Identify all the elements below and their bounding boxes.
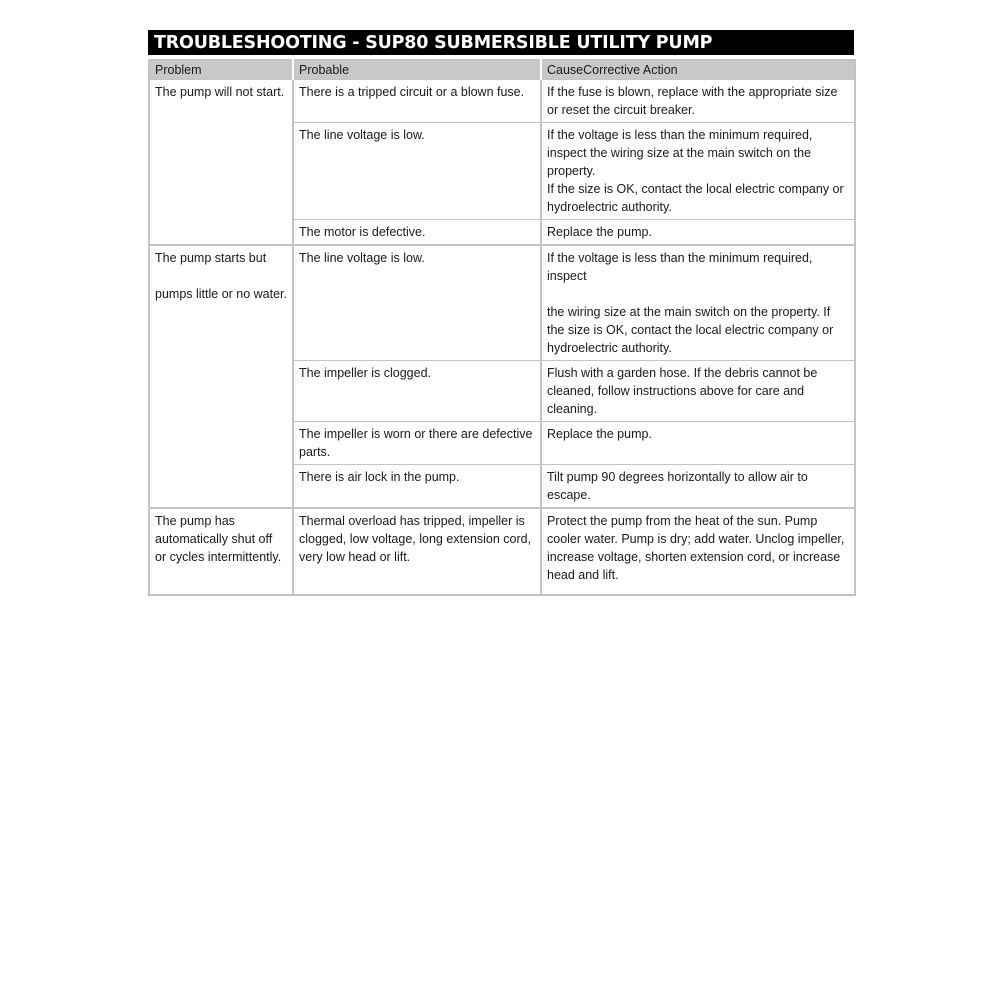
troubleshooting-table	[148, 59, 856, 596]
cause-cell: Thermal overload has tripped, impeller is clogged, low voltage, long extension cord, very low head or lift.	[293, 508, 541, 595]
cause-cell: The motor is defective.	[293, 220, 541, 246]
table-row	[149, 508, 855, 595]
cause-cell: The line voltage is low.	[293, 245, 541, 361]
cause-cell: The line voltage is low.	[293, 123, 541, 220]
table-row	[149, 80, 855, 123]
table-row	[149, 245, 855, 361]
action-cell: Tilt pump 90 degrees horizontally to allow air to escape.	[541, 465, 855, 509]
action-cell: Replace the pump.	[541, 422, 855, 465]
page-title: TROUBLESHOOTING - SUP80 SUBMERSIBLE UTILITY PUMP	[148, 30, 854, 55]
action-cell: Replace the pump.	[541, 220, 855, 246]
action-cell: Protect the pump from the heat of the sun. Pump cooler water. Pump is dry; add water. Unclog impeller, increase voltage, shorten extension cord, or increase head and lift.	[541, 508, 855, 595]
table-header-row	[149, 60, 855, 80]
column-header-problem: Problem	[149, 60, 293, 80]
troubleshooting-sheet	[148, 30, 854, 596]
cause-cell: The impeller is worn or there are defective parts.	[293, 422, 541, 465]
action-cell: If the voltage is less than the minimum required, inspect the wiring size at the main switch on the property. If the size is OK, contact the local electric company or hydroelectric authority.	[541, 123, 855, 220]
cause-cell: The impeller is clogged.	[293, 361, 541, 422]
column-header-action: CauseCorrective Action	[541, 60, 855, 80]
problem-cell: The pump will not start.	[149, 80, 293, 246]
action-cell: If the fuse is blown, replace with the appropriate size or reset the circuit breaker.	[541, 80, 855, 123]
action-cell: If the voltage is less than the minimum required, inspect the wiring size at the main switch on the property. If the size is OK, contact the local electric company or hydroelectric authority.	[541, 245, 855, 361]
action-cell: Flush with a garden hose. If the debris cannot be cleaned, follow instructions above for care and cleaning.	[541, 361, 855, 422]
cause-cell: There is air lock in the pump.	[293, 465, 541, 509]
problem-cell: The pump starts but pumps little or no water.	[149, 245, 293, 508]
problem-cell: The pump has automatically shut off or cycles intermittently.	[149, 508, 293, 595]
cause-cell: There is a tripped circuit or a blown fuse.	[293, 80, 541, 123]
column-header-cause: Probable	[293, 60, 541, 80]
